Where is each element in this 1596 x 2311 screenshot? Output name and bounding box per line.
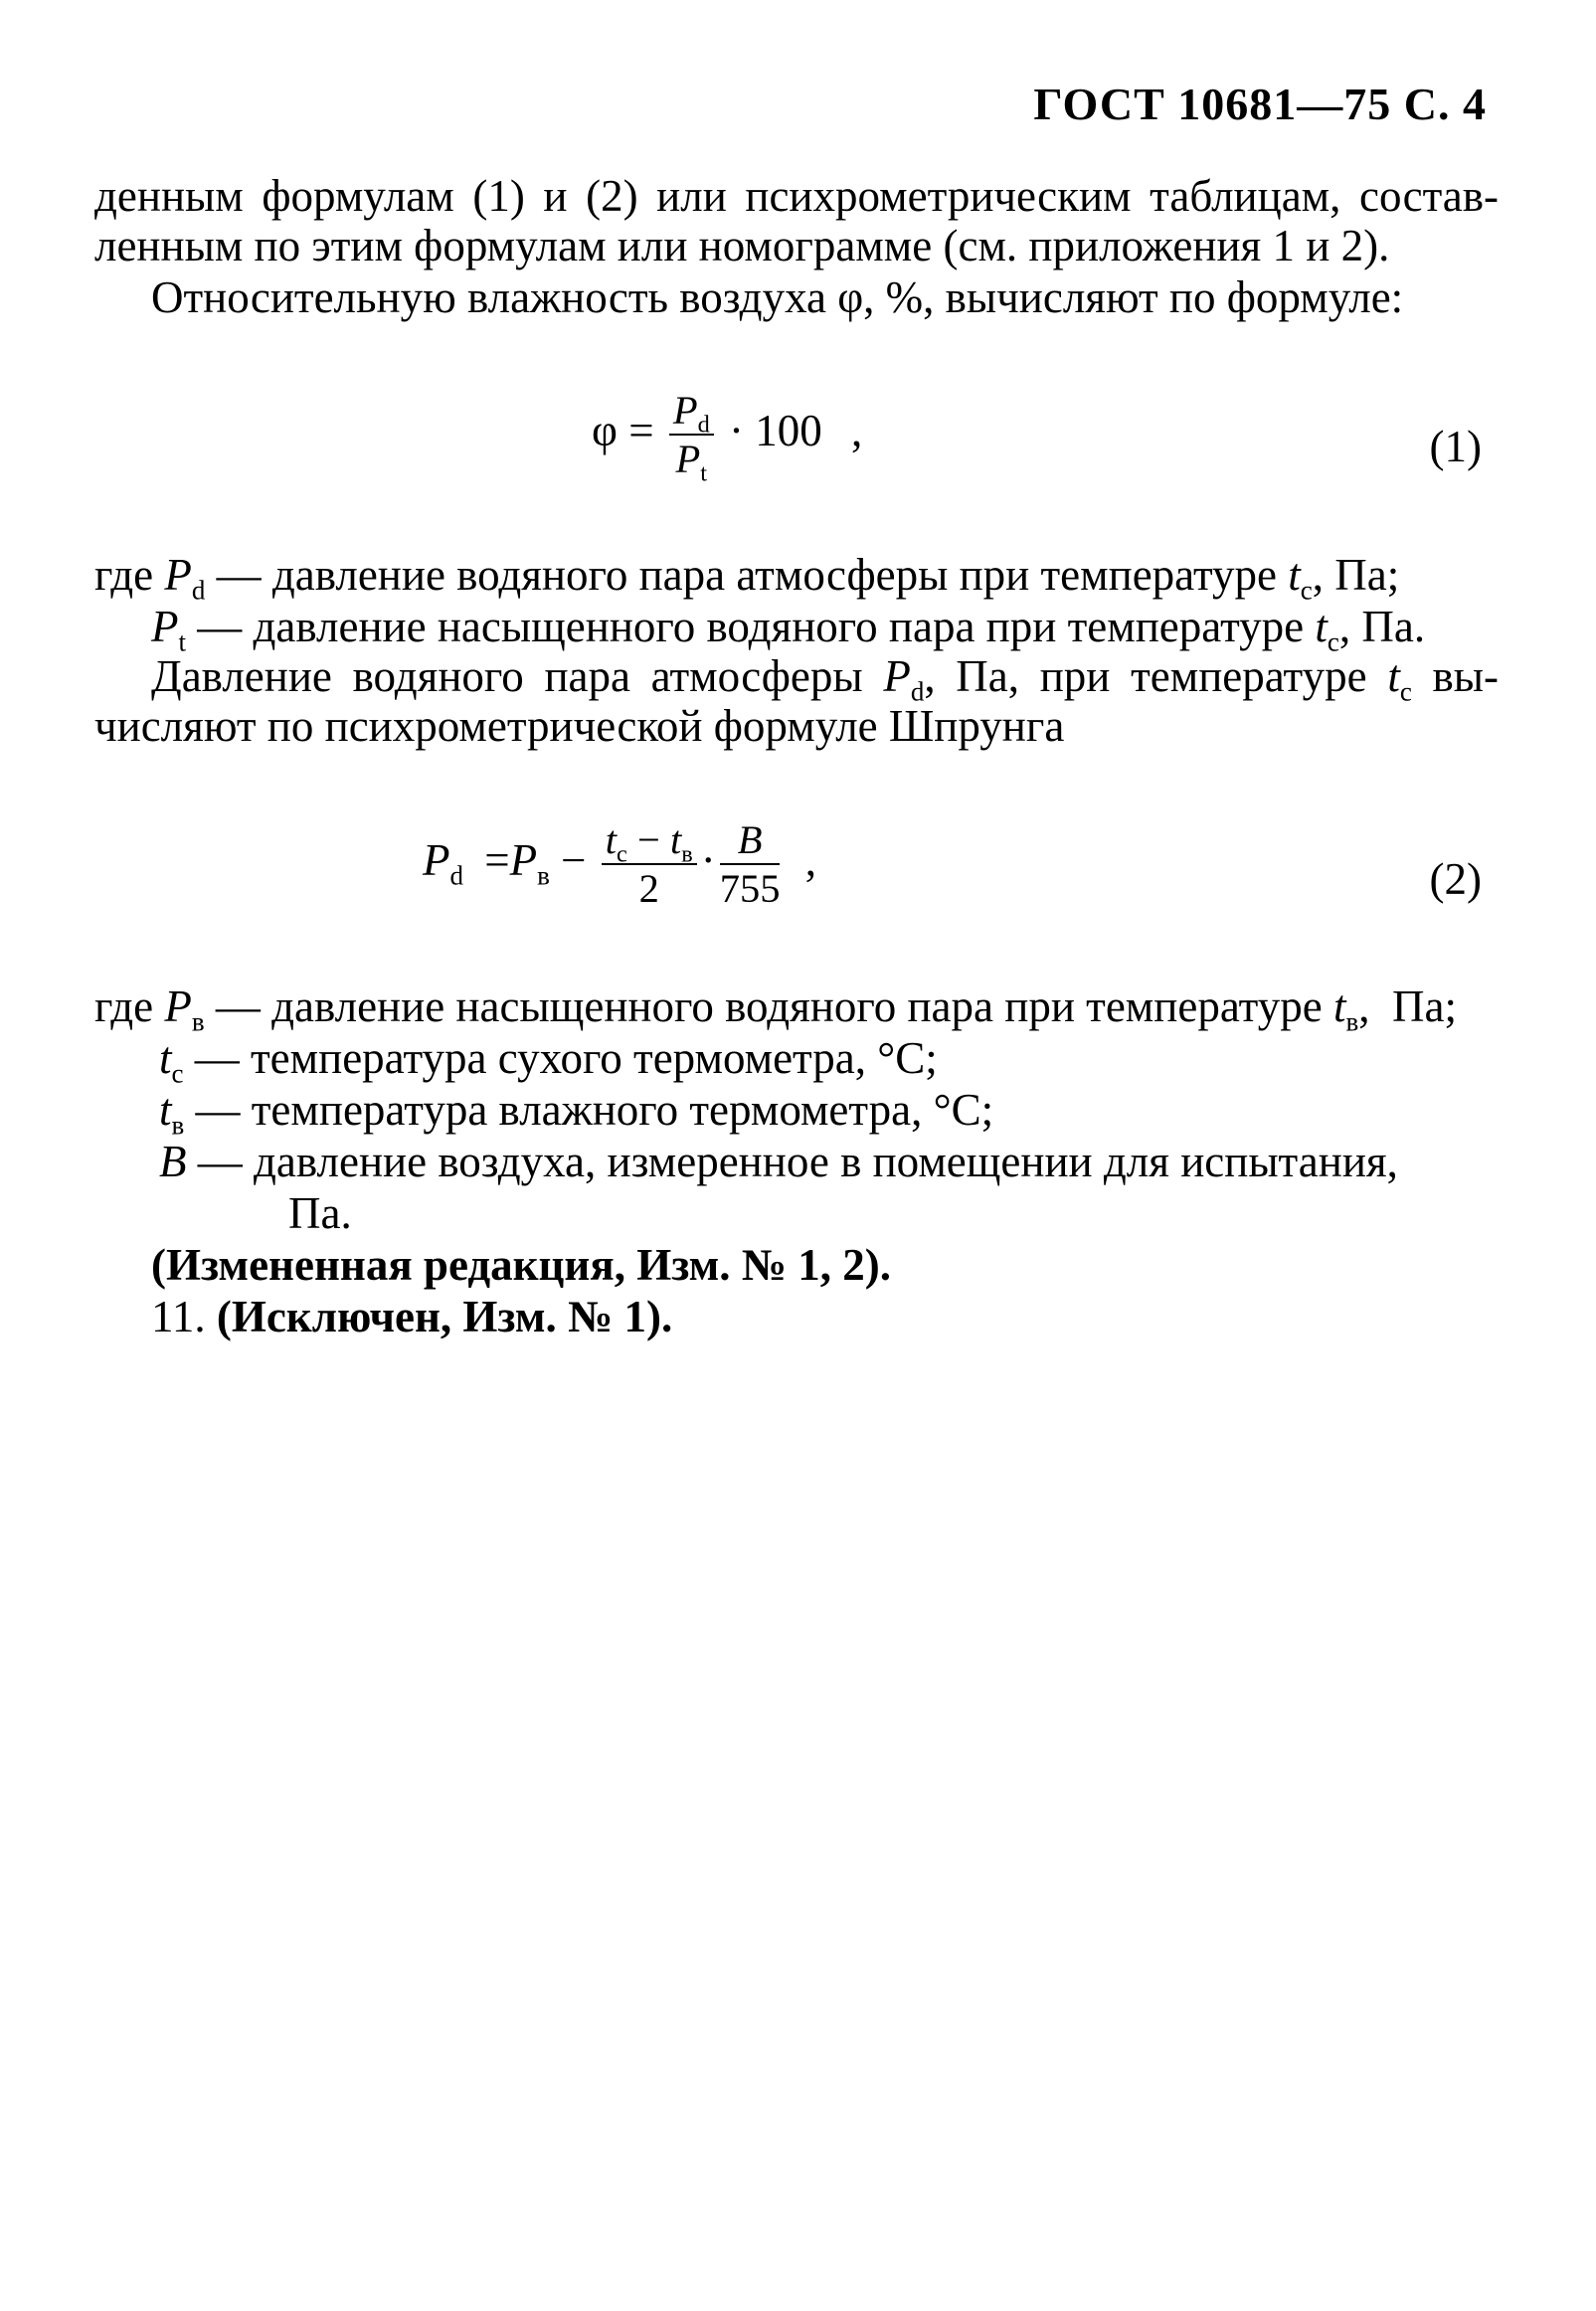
formula-lhs: φ = bbox=[592, 405, 654, 455]
text-line: Относительную влажность воздуха φ, %, вычисляют по формуле: bbox=[151, 272, 1404, 322]
fraction: $\frac{t_c - t_в}{2}$ bbox=[602, 820, 697, 909]
amendment-note: (Измененная редакция, Изм. № 1, 2). bbox=[151, 1240, 892, 1290]
definition-line: где $P_в$ — давление насыщенного водяного пара при температуре $t_в$, Па; bbox=[94, 981, 1457, 1037]
definition-line: где $P_d$ — давление водяного пара атмосферы при температуре $t_c$, Па; bbox=[94, 550, 1400, 606]
formula-1: φ = $\frac{P_d}{P_t}$ · 100 , bbox=[592, 388, 863, 486]
formula-2: $P_d =P_в$ − $\frac{t_c - t_в}{2}$ · $\frac{B}{755}$ , bbox=[423, 817, 816, 911]
text-line: числяют по психрометрической формуле Шпрунга bbox=[94, 701, 1065, 751]
clause-11: 11. (Исключен, Изм. № 1). bbox=[151, 1292, 673, 1341]
text-line: Давление водяного пара атмосферы $P_d$, Па, при температуре $t_c$ вы- bbox=[151, 651, 1499, 707]
page-header: ГОСТ 10681—75 С. 4 bbox=[1033, 79, 1487, 129]
definition-line: B — давление воздуха, измеренное в помещении для испытания, bbox=[159, 1137, 1398, 1186]
equation-number: (2) bbox=[1429, 854, 1482, 904]
formula-multiplier: · 100 bbox=[729, 405, 822, 455]
equation-number: (1) bbox=[1429, 422, 1482, 471]
fraction: $\frac{B}{755}$ bbox=[719, 817, 781, 911]
definition-line: $t_в$ — температура влажного термометра, °С; bbox=[159, 1085, 994, 1141]
text-line: денным формулам (1) и (2) или психрометрическим таблицам, состав- bbox=[94, 171, 1499, 221]
definition-line: Па. bbox=[288, 1188, 352, 1238]
definition-line: $t_c$ — температура сухого термометра, °С; bbox=[159, 1033, 938, 1089]
text-line: ленным по этим формулам или номограмме (см. приложения 1 и 2). bbox=[94, 221, 1390, 270]
definition-line: $P_t$ — давление насыщенного водяного пара при температуре $t_c$, Па. bbox=[151, 602, 1426, 657]
fraction: $\frac{P_d}{P_t}$ bbox=[669, 391, 714, 479]
